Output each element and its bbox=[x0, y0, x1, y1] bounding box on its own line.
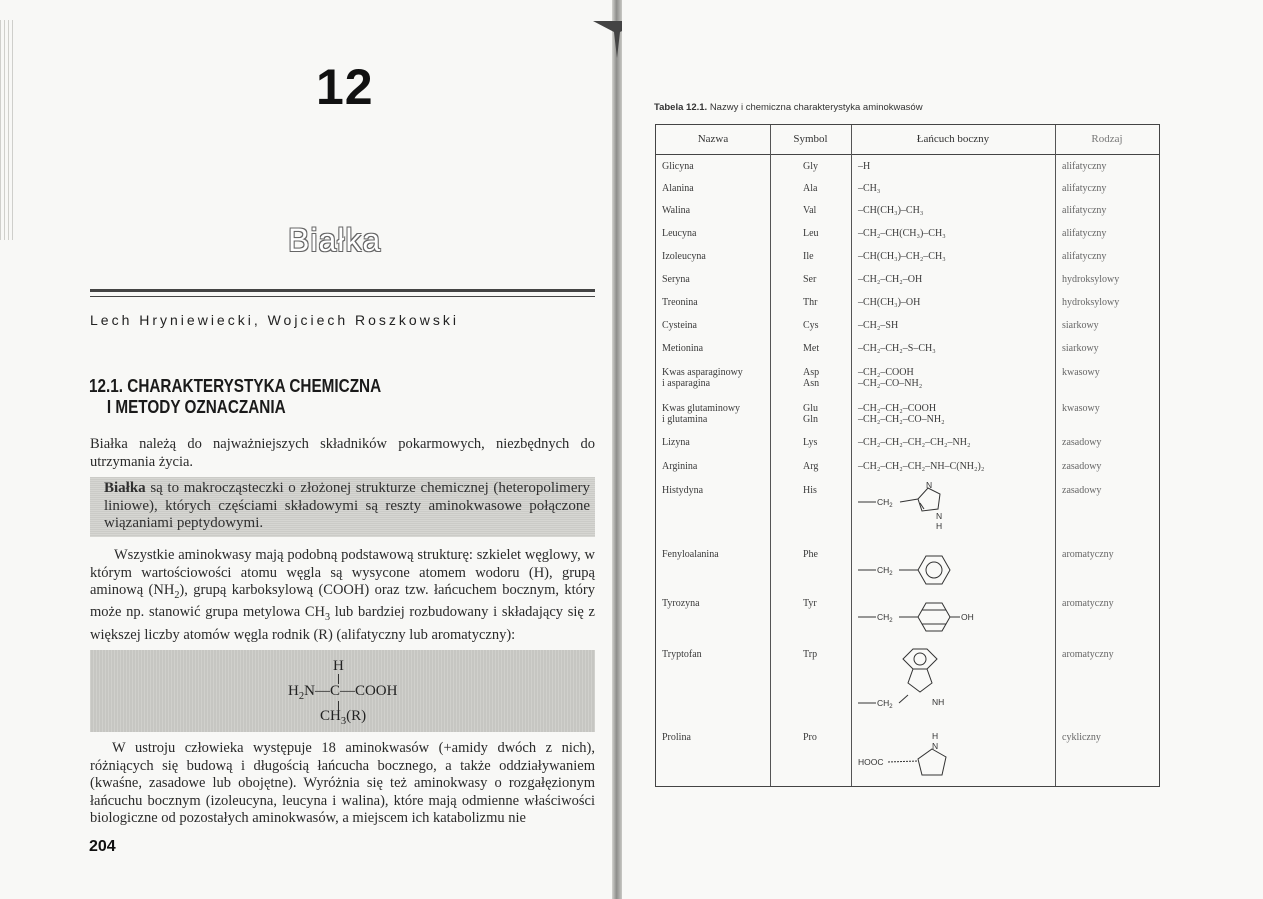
amino-acid-name: Treonina bbox=[662, 297, 698, 308]
amino-acid-type: cykliczny bbox=[1062, 732, 1101, 743]
svg-text:CH2: $CH_2$ bbox=[877, 565, 893, 577]
amino-acid-symbol: Tyr bbox=[803, 598, 817, 609]
amino-acid-name: Arginina bbox=[662, 461, 698, 472]
amino-acid-type: zasadowy bbox=[1062, 461, 1102, 472]
formula-ch: CH bbox=[320, 708, 341, 724]
chapter-title: Białka bbox=[288, 222, 382, 258]
histidine-structure bbox=[856, 481, 966, 537]
column-header-side-chain: Łańcuch boczny bbox=[916, 133, 990, 145]
amino-acid-name: Leucyna bbox=[662, 228, 697, 239]
amino-acid-type: siarkowy bbox=[1062, 343, 1099, 354]
formula-main-line: $H_2N—C—COOH$ bbox=[288, 683, 398, 702]
amino-acid-type: hydroksylowy bbox=[1062, 274, 1120, 285]
table-col-divider-2 bbox=[851, 125, 852, 786]
chapter-number: 12 bbox=[316, 59, 374, 115]
amino-acid-name: Alanina bbox=[662, 183, 694, 194]
amino-acid-symbol: Met bbox=[803, 343, 820, 354]
side-chain-formula: –CH₂–COOH bbox=[858, 367, 914, 378]
amino-acid-name-line2: i glutamina bbox=[662, 414, 708, 425]
amino-acid-type: alifatyczny bbox=[1062, 228, 1107, 239]
his-ch2-label: $CH_2$ bbox=[877, 497, 893, 509]
side-chain-formula: –CH₂–CH₂–S–CH₃ bbox=[858, 343, 936, 354]
structure-paragraph-part1: Wszystkie aminokwasy mają podobną podstawową strukturę: szkielet węglowy, w którym wartościowości atomu węgla są wysycone atomem wodoru (H), grupą aminową (NH bbox=[90, 547, 595, 598]
chapter-rule-thin bbox=[90, 296, 595, 297]
formula-side-chain bbox=[320, 708, 366, 727]
structure-paragraph-part2: ), grupą karboksylową (COOH) oraz tzw. łańcuchem bocznym, który może np. stanowić grupa metylowa CH bbox=[90, 582, 596, 621]
definition-term: Białka bbox=[104, 480, 146, 496]
amino-acid-symbol: Phe bbox=[803, 549, 818, 560]
amino-acid-type: aromatyczny bbox=[1062, 649, 1114, 660]
structure-paragraph-part3: lub bardziej rozbudowany i składający się z większej liczby atomów węgla rodnik (R) (alifatyczny lub aromatyczny): bbox=[90, 604, 595, 643]
amino-acid-symbol: Gly bbox=[803, 161, 818, 172]
left-page bbox=[0, 0, 612, 899]
his-n-bottom: N bbox=[936, 511, 943, 521]
amino-acid-symbol: Ala bbox=[803, 183, 818, 194]
formula-h2n-sub: 2 bbox=[298, 691, 305, 702]
column-header-symbol: Symbol bbox=[793, 133, 828, 145]
definition-text bbox=[104, 480, 590, 533]
amino-acid-symbol: Arg bbox=[803, 461, 819, 472]
side-chain-formula: –CH₂–CH₂–CH₂–NH–C(NH₂)₂ bbox=[858, 461, 985, 472]
svg-text:OH: OH bbox=[961, 612, 974, 622]
amino-acid-name: Prolina bbox=[662, 732, 691, 743]
amino-acid-symbol-line2: Gln bbox=[803, 414, 818, 425]
amino-acid-type: hydroksylowy bbox=[1062, 297, 1120, 308]
chapter-rule-thick bbox=[90, 289, 595, 292]
his-n-top: N bbox=[926, 481, 933, 490]
side-chain-formula-line2: –CH₂–CO–NH₂ bbox=[858, 378, 923, 389]
amino-acid-symbol: Ser bbox=[803, 274, 817, 285]
amino-acid-name: Histydyna bbox=[662, 485, 704, 496]
svg-text:NH: NH bbox=[932, 697, 945, 707]
amino-acid-type: alifatyczny bbox=[1062, 161, 1107, 172]
amino-acid-type: kwasowy bbox=[1062, 367, 1100, 378]
amino-acid-name: Metionina bbox=[662, 343, 704, 354]
amino-acid-name: Lizyna bbox=[662, 437, 690, 448]
svg-text:N: N bbox=[932, 741, 939, 751]
amino-acid-symbol: His bbox=[803, 485, 817, 496]
amino-acid-symbol: Val bbox=[803, 205, 817, 216]
amino-acid-name: Izoleucyna bbox=[662, 251, 706, 262]
amino-acid-type: aromatyczny bbox=[1062, 598, 1114, 609]
page-number: 204 bbox=[89, 838, 116, 855]
side-chain-formula-line2: –CH₂–CH₂–CO–NH₂ bbox=[858, 414, 945, 425]
section-heading-line2: I METODY OZNACZANIA bbox=[106, 397, 286, 417]
amino-acid-type: zasadowy bbox=[1062, 485, 1102, 496]
tryptophan-structure bbox=[856, 647, 966, 713]
column-header-name: Nazwa bbox=[697, 133, 729, 145]
side-chain-formula: –CH₃ bbox=[858, 183, 881, 194]
structure-paragraph bbox=[90, 547, 595, 644]
amino-acid-symbol: Lys bbox=[803, 437, 818, 448]
amino-acid-type: zasadowy bbox=[1062, 437, 1102, 448]
table-col-divider-3 bbox=[1055, 125, 1056, 786]
amino-acid-name: Kwas glutaminowy bbox=[662, 403, 741, 414]
svg-text:H: H bbox=[932, 731, 939, 741]
table-col-divider-1 bbox=[770, 125, 771, 786]
amino-acid-symbol: Ile bbox=[803, 251, 814, 262]
nh2-subscript: 2 bbox=[174, 589, 180, 601]
formula-h2n-h: H bbox=[288, 683, 299, 699]
amino-acid-type: alifatyczny bbox=[1062, 251, 1107, 262]
amino-acid-name: Fenyloalanina bbox=[662, 549, 719, 560]
section-heading-line1: 12.1. CHARAKTERYSTYKA CHEMICZNA bbox=[89, 376, 382, 396]
amino-acid-name: Cysteina bbox=[662, 320, 697, 331]
amino-acid-symbol: Glu bbox=[803, 403, 818, 414]
side-chain-formula: –CH₂–CH₂–OH bbox=[858, 274, 923, 285]
side-chain-formula: –CH(CH₃)–OH bbox=[858, 297, 921, 308]
amino-acid-symbol: Pro bbox=[803, 732, 817, 743]
side-chain-formula: –CH₂–CH₂–CH₂–CH₂–NH₂ bbox=[858, 437, 971, 448]
table-header-divider bbox=[656, 154, 1159, 155]
amino-acid-symbol: Thr bbox=[803, 297, 818, 308]
side-chain-formula: –CH₂–CH(CH₃)–CH₃ bbox=[858, 228, 946, 239]
side-chain-formula: –H bbox=[858, 161, 871, 172]
table-caption-label: Tabela 12.1. bbox=[654, 102, 708, 113]
definition-body: są to makrocząsteczki o złożonej strukturze chemicznej (heteropolimery liniowe), których częściami składowymi są reszty aminokwasowe połączone wiązaniami peptydowymi. bbox=[104, 480, 590, 531]
amino-acid-name: Tryptofan bbox=[662, 649, 702, 660]
formula-h: H bbox=[333, 658, 344, 674]
page-edge-texture bbox=[0, 20, 14, 240]
column-header-type: Rodzaj bbox=[1091, 133, 1123, 145]
ch3-subscript: 3 bbox=[325, 612, 331, 624]
side-chain-formula: –CH₂–CH₂–COOH bbox=[858, 403, 937, 414]
amino-acid-symbol: Cys bbox=[803, 320, 819, 331]
side-chain-formula: –CH₂–SH bbox=[858, 320, 899, 331]
side-chain-formula: –CH(CH₃)–CH₃ bbox=[858, 205, 924, 216]
amino-acid-type: aromatyczny bbox=[1062, 549, 1114, 560]
book-gutter bbox=[612, 0, 622, 899]
amino-acid-symbol: Asp bbox=[803, 367, 820, 378]
amino-acid-type: kwasowy bbox=[1062, 403, 1100, 414]
amino-acid-name: Walina bbox=[662, 205, 691, 216]
his-h: H bbox=[936, 521, 943, 531]
amino-acid-table bbox=[655, 124, 1160, 787]
intro-paragraph: Białka należą do najważniejszych składników pokarmowych, niezbędnych do utrzymania życia. bbox=[90, 436, 595, 470]
side-chain-formula: –CH(CH₃)–CH₂–CH₃ bbox=[858, 251, 946, 262]
amino-acid-type: alifatyczny bbox=[1062, 183, 1107, 194]
phenylalanine-structure bbox=[856, 550, 966, 600]
closing-paragraph: W ustroju człowieka występuje 18 aminokwasów (+amidy dwóch z nich), różniących się budową i długością łańcucha bocznego, a także oddziaływaniem (kwaśne, zasadowe lub obojętne). Wyróżnia się też aminokwasy o rozgałęzionym łańcuchu bocznym (izoleucyna, leucyna i walina), które mają odmienne właściwości biologiczne od pozostałych aminokwasów, a miejscem ich katabolizmu nie bbox=[90, 740, 595, 826]
formula-ch3-sub: 3 bbox=[340, 716, 347, 727]
svg-text:HOOC: HOOC bbox=[858, 757, 884, 767]
amino-acid-symbol-line2: Asn bbox=[803, 378, 820, 389]
tyrosine-structure bbox=[856, 599, 996, 645]
proline-structure bbox=[856, 731, 966, 781]
svg-text:CH2: $CH_2$ bbox=[877, 698, 893, 710]
amino-acid-name: Seryna bbox=[662, 274, 690, 285]
amino-acid-type: siarkowy bbox=[1062, 320, 1099, 331]
table-caption-text: Nazwy i chemiczna charakterystyka aminokwasów bbox=[709, 102, 923, 113]
amino-acid-name: Kwas asparaginowy bbox=[662, 367, 743, 378]
formula-c-cooh: —C—COOH bbox=[314, 683, 398, 699]
table-caption bbox=[654, 102, 923, 113]
authors: Lech Hryniewiecki, Wojciech Roszkowski bbox=[90, 312, 459, 328]
svg-text:CH2: $CH_2$ bbox=[877, 612, 893, 624]
amino-acid-name: Glicyna bbox=[662, 161, 694, 172]
amino-acid-type: alifatyczny bbox=[1062, 205, 1107, 216]
amino-acid-name: Tyrozyna bbox=[662, 598, 700, 609]
amino-acid-symbol: Trp bbox=[803, 649, 818, 660]
amino-acid-name-line2: i asparagina bbox=[662, 378, 711, 389]
section-heading bbox=[89, 376, 446, 418]
amino-acid-symbol: Leu bbox=[803, 228, 819, 239]
formula-r: (R) bbox=[346, 708, 367, 724]
